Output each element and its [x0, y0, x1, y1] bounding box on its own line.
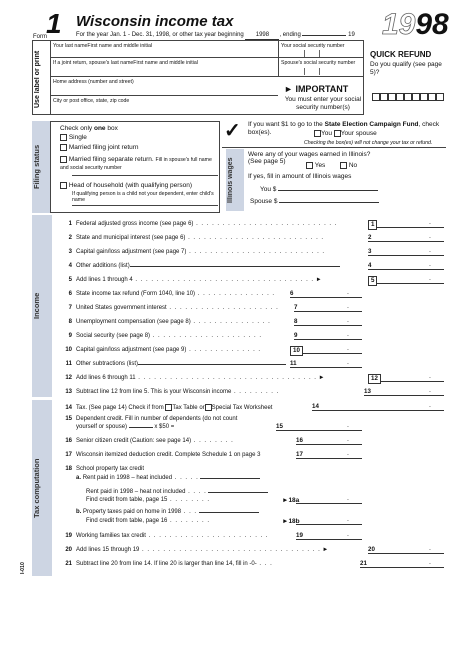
amount-line-20[interactable]: 20 .: [368, 546, 444, 554]
status-separate[interactable]: [60, 156, 218, 171]
illinois-see-page: (See page 5): [248, 158, 286, 165]
income-line-7: 7 United States government interest . . . . . . . . . . . . . . . . . . . . .: [68, 305, 279, 311]
quick-refund-title: QUICK REFUND: [370, 50, 432, 59]
tax-line-20: 20 Add lines 15 through 19 . . . . . . . . . . . . . . . . . . . . . . . . . . . . . . . . . . ►: [65, 547, 329, 553]
campaign-text: If you want $1 to go to the State Election Campaign Fund, check box(es).: [248, 121, 440, 136]
amount-line-1[interactable]: 1 .: [368, 220, 444, 228]
arrow-icon: ►: [322, 547, 329, 553]
amount-line-8[interactable]: 8 .: [294, 318, 362, 326]
illinois-spouse-row: [250, 197, 440, 206]
tax-line-15b: yourself or spouse) x $50 =: [76, 424, 175, 430]
joint-label: Married filing joint return: [68, 144, 139, 152]
home-address-field[interactable]: Home address (number and street): [53, 79, 134, 85]
income-line-1: 1 Federal adjusted gross income (see page 6) . . . . . . . . . . . . . . . . . . . . . . . . . . .: [68, 221, 338, 227]
amount-line-17[interactable]: 17 .: [296, 451, 362, 459]
year-bold: 98: [415, 8, 449, 41]
amount-line-7[interactable]: 7 .: [294, 304, 362, 312]
campaign-options: [314, 130, 377, 138]
dependents-count-field[interactable]: [129, 427, 153, 428]
use-label-or-print: Use label or print: [34, 50, 41, 108]
amount-line-5[interactable]: 5 .: [368, 276, 444, 284]
form-number: 1: [46, 8, 62, 39]
illinois-yes-label: Yes: [314, 162, 326, 170]
income-line-8: 8 Unemployment compensation (see page 8) . . . . . . . . . . . . . . .: [68, 319, 271, 325]
tax-line-18: 18 School property tax credit: [65, 466, 145, 472]
line-18b-box-label: ►18b: [282, 518, 300, 525]
tax-line-19: 19 Working families tax credit . . . . . . . . . . . . . . . . . . . . . . .: [65, 533, 269, 539]
campaign-spouse-checkbox[interactable]: [334, 130, 341, 137]
income-line-11: 11 Other subtractions (list): [62, 361, 286, 368]
status-head-of-household[interactable]: [60, 182, 192, 190]
tax-line-18a: a. Rent paid in 1998 – heat included . . . . .: [76, 475, 260, 482]
amount-line-13[interactable]: 13 .: [364, 388, 444, 396]
period-end-year: 19: [348, 32, 355, 38]
income-line-9: 9 Social security (see page 8) . . . . . . . . . . . . . . . . . . . . .: [68, 333, 263, 339]
line-18a-box-label: ►18a: [282, 497, 300, 504]
rent-heat-not-included-field[interactable]: [208, 492, 268, 493]
illinois-spouse-field[interactable]: [279, 197, 379, 203]
arrow-icon: ►: [282, 518, 289, 525]
illinois-you-label: You $: [260, 186, 277, 193]
amount-line-16[interactable]: 16 .: [296, 437, 362, 445]
amount-line-12[interactable]: 12 .: [368, 374, 444, 382]
illinois-you-field[interactable]: [278, 185, 378, 191]
important-arrow-icon: ►: [284, 84, 293, 94]
separate-note: Fill in spouse's full name and social security number: [60, 157, 212, 171]
form-label: Form: [33, 34, 47, 40]
income-line-3: 3 Capital gain/loss adjustment (see page 7) . . . . . . . . . . . . . . . . . . . . . . . . . .: [68, 249, 326, 255]
filing-status-intro: Check only one box: [60, 125, 118, 132]
income-line-5: 5 Add lines 1 through 4 . . . . . . . . . . . . . . . . . . . . . . . . . . . . . . . . . . ►: [68, 277, 322, 283]
amount-line-2[interactable]: 2 .: [368, 234, 444, 242]
tax-line-18a2: Rent paid in 1998 – heat not included . . . .: [86, 489, 268, 496]
arrow-icon: ►: [315, 277, 322, 283]
tax-line-18a3: Find credit from table, page 15 . . . . . . . .: [86, 497, 211, 503]
single-checkbox[interactable]: [60, 134, 67, 141]
amount-line-18b[interactable]: .: [296, 517, 362, 525]
campaign-check-icon: ✓: [224, 120, 241, 142]
separate-label: Married filing separate return.: [68, 156, 154, 164]
joint-checkbox[interactable]: [60, 144, 67, 151]
amount-line-6[interactable]: 6 .: [290, 290, 362, 298]
income-line-4: 4 Other additions (list): [62, 263, 340, 270]
amount-line-21[interactable]: 21 .: [360, 560, 444, 568]
illinois-wages-label: Illinois wages: [227, 157, 234, 203]
period-begin-field[interactable]: 1998: [245, 32, 279, 40]
quick-refund-boxes: [372, 88, 454, 98]
year-outline: 19: [382, 8, 416, 41]
amount-line-4[interactable]: 4 .: [368, 262, 444, 270]
arrow-icon: ►: [282, 497, 289, 504]
income-line-6: 6 State income tax refund (Form 1040, line 10) . . . . . . . . . . . . . . .: [68, 291, 276, 297]
hoh-label: Head of household (with qualifying person): [68, 182, 193, 190]
tax-line-14: 14 Tax. (See page 14) Check if from Tax Table or Special Tax Worksheet: [65, 405, 273, 412]
tax-line-18b: b. Property taxes paid on home in 1998 . . .: [76, 509, 259, 516]
hoh-checkbox[interactable]: [60, 182, 67, 189]
amount-line-18a[interactable]: .: [296, 496, 362, 504]
special-worksheet-checkbox[interactable]: [205, 404, 212, 411]
illinois-if-yes: If yes, fill in amount of Illinois wages: [248, 173, 352, 180]
single-label: Single: [68, 134, 87, 142]
property-taxes-field[interactable]: [199, 512, 259, 513]
important-text: You must enter your social security number(s): [284, 96, 362, 111]
tax-line-17: 17 Wisconsin itemized deduction credit. Complete Schedule 1 on page 3: [65, 452, 261, 458]
form-title: Wisconsin income tax: [76, 13, 234, 30]
hoh-child-field[interactable]: [72, 205, 218, 206]
important-title-text: IMPORTANT: [295, 84, 349, 94]
filing-status-label: Filing status: [32, 144, 41, 190]
amount-line-10[interactable]: 10 .: [290, 346, 362, 354]
tax-line-21: 21 Subtract line 20 from line 14. If line 20 is larger than line 14, fill in -0- . . .: [65, 561, 273, 567]
illinois-question: Were any of your wages earned in Illinois?: [248, 151, 371, 158]
income-line-13: 13 Subtract line 12 from line 5. This is your Wisconsin income . . . . . . . . .: [65, 389, 280, 395]
rent-heat-included-field[interactable]: [200, 478, 260, 479]
tax-period-text: For the year Jan. 1 - Dec. 31, 1998, or other tax year beginning: [76, 32, 244, 38]
illinois-yes[interactable]: [306, 162, 325, 170]
status-single[interactable]: [60, 134, 87, 142]
status-joint[interactable]: [60, 144, 139, 152]
income-label: Income: [32, 292, 41, 320]
illinois-yes-checkbox[interactable]: [306, 162, 313, 169]
campaign-you-label: You: [321, 130, 332, 138]
income-line-12: 12 Add lines 6 through 11 . . . . . . . . . . . . . . . . . . . . . . . . . . . . . . . . . . ►: [65, 375, 325, 381]
arrow-icon: ►: [318, 375, 325, 381]
last-first-name-field[interactable]: Your last nameFirst name and middle initial: [53, 43, 152, 49]
city-state-zip-field[interactable]: City or post office, state, zip code: [53, 98, 130, 104]
spouse-name-field[interactable]: If a joint return, spouse's last nameFirst name and middle initial: [53, 60, 198, 66]
amount-line-15[interactable]: 15 .: [276, 423, 362, 431]
income-line-10: 10 Capital gain/loss adjustment (see page 9) . . . . . . . . . . . . . .: [65, 347, 262, 353]
tax-computation-label: Tax computation: [32, 458, 41, 518]
tax-line-16: 16 Senior citizen credit (Caution: see page 14) . . . . . . . .: [65, 438, 234, 444]
period-ending-text: ending: [282, 32, 301, 38]
illinois-you-row: [260, 185, 440, 194]
period-end-field[interactable]: [302, 35, 346, 36]
ssn-field[interactable]: Your social security number: [281, 43, 345, 49]
amount-line-11[interactable]: 11 .: [290, 360, 362, 368]
quick-refund-text: Do you qualify (see page 5)?: [370, 61, 442, 76]
tax-line-18b2: Find credit from table, page 16 . . . . . . . .: [86, 518, 211, 524]
illinois-no-label: No: [348, 162, 358, 170]
campaign-you-checkbox[interactable]: [314, 130, 321, 137]
amount-line-9[interactable]: 9 .: [294, 332, 362, 340]
separate-checkbox[interactable]: [60, 156, 67, 163]
income-line-2: 2 State and municipal interest (see page 6) . . . . . . . . . . . . . . . . . . . . . . . . . .: [68, 235, 325, 241]
illinois-no[interactable]: [340, 162, 357, 170]
amount-line-19[interactable]: 19 .: [296, 532, 362, 540]
illinois-no-checkbox[interactable]: [340, 162, 347, 169]
side-code: I-010: [20, 562, 26, 574]
tax-period: For the year Jan. 1 - Dec. 31, 1998, or other tax year beginning 1998 , ending 19: [76, 32, 355, 38]
hoh-note: If qualifying person is a child not your dependent, enter child's name: [72, 191, 214, 203]
year-mark: [382, 10, 449, 40]
amount-line-3[interactable]: 3 .: [368, 248, 444, 256]
campaign-note: Checking the box(es) will not change your tax or refund.: [304, 140, 433, 146]
amount-line-14[interactable]: 14 .: [312, 403, 444, 411]
spouse-ssn-field[interactable]: Spouse's social security number: [281, 60, 356, 66]
illinois-spouse-label: Spouse $: [250, 198, 278, 205]
tax-line-15: 15 Dependent credit. Fill in number of dependents (do not count: [65, 416, 238, 422]
important-title: [284, 84, 348, 94]
campaign-spouse-label: Your spouse: [340, 130, 377, 138]
